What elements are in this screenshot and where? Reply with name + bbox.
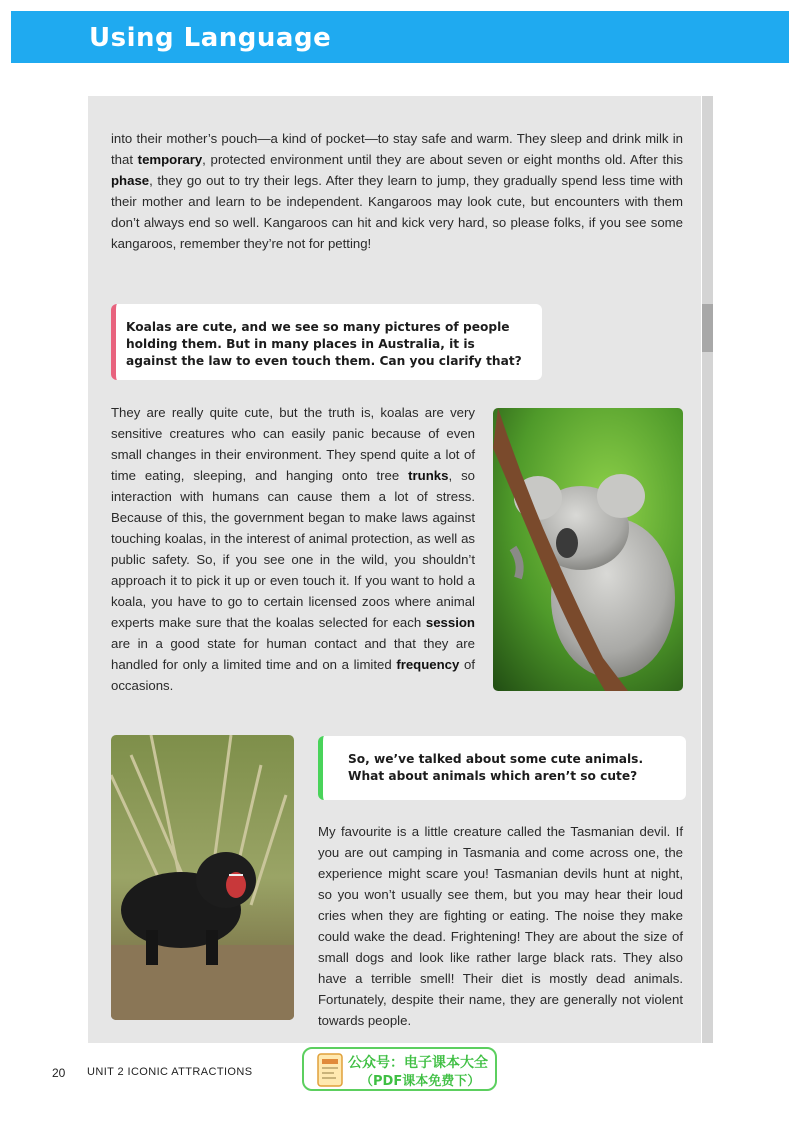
watermark-badge	[302, 1047, 497, 1091]
vocab-phase: phase	[111, 173, 150, 188]
text-run: , they go out to try their legs. After they learn to jump, they gradually spend less time with their mother and learn to be independent. Kangaroos may look cute, but encounters with them don’t always end so well. Kangaroos can hit and kick very hard, so please folks, if you see some kangaroos, remember they’re not for petting!	[111, 173, 683, 251]
section-title: Using Language	[89, 23, 332, 53]
paragraph-tasmanian-devil: My favourite is a little creature called the Tasmanian devil. If you are out camping in Tasmania and come across one, the experience might scare you! Tasmanian devils hunt at night, so you won’t usually see them, but you may hear their loud cries when they are fighting or eating. The noise they make could wake the dead. Frightening! They are about the size of small dogs and look like rather large black rats. They also have a terrible smell! Their diet is mostly dead animals. Fortunately, despite their name, they are generally not violent towards people.	[318, 824, 683, 1028]
scrollbar[interactable]	[702, 96, 713, 1043]
watermark-line-2: （PDF课本免费下）	[360, 1074, 481, 1089]
tasmanian-devil-photo	[111, 735, 294, 1020]
page-header	[11, 11, 789, 63]
scrollbar-thumb[interactable]	[702, 304, 713, 352]
page-number: 20	[52, 1066, 66, 1080]
watermark-line-1: 公众号：电子课本大全	[348, 1055, 488, 1071]
text-run: of occasions.	[111, 657, 475, 693]
question-not-cute-callout: So, we’ve talked about some cute animals. What about animals which aren’t so cute?	[318, 736, 686, 800]
vocab-session: session	[425, 615, 475, 630]
text-run: are in a good state for human contact and that they are handled for only a limited time and on a limited	[111, 636, 475, 672]
vocab-trunks: trunks	[408, 468, 449, 483]
paragraph-koala	[111, 402, 475, 696]
vocab-frequency: frequency	[396, 657, 460, 672]
unit-label: UNIT 2 ICONIC ATTRACTIONS	[87, 1066, 253, 1078]
koala-photo	[493, 408, 683, 691]
text-run: They are really quite cute, but the truth is, koalas are very sensitive creatures who can easily panic because of even small changes in their environment. They spend quite a lot of time eating, sleeping, and hanging onto tree	[111, 405, 475, 483]
text-run: into their mother’s pouch—a kind of pocket—to stay safe and warm. They sleep and drink milk in that	[111, 131, 683, 167]
vocab-temporary: temporary	[137, 152, 203, 167]
text-run: , so interaction with humans can cause them a lot of stress. Because of this, the government began to make laws against touching koalas, in the interest of animal protection, as well as public safety. So, if you see one in the wild, you shouldn’t approach it to pick it up or even touch it. If you want to hold a koala, you have to go to certain licensed zoos where animal experts make sure that the koalas selected for each	[111, 468, 475, 630]
book-icon	[317, 1053, 343, 1092]
question-koalas-callout: Koalas are cute, and we see so many pictures of people holding them. But in many places in Australia, it is against the law to even touch them. Can you clarify that?	[111, 304, 542, 380]
text-run: , protected environment until they are about seven or eight months old. After this	[202, 152, 683, 167]
paragraph-kangaroo	[111, 128, 683, 254]
